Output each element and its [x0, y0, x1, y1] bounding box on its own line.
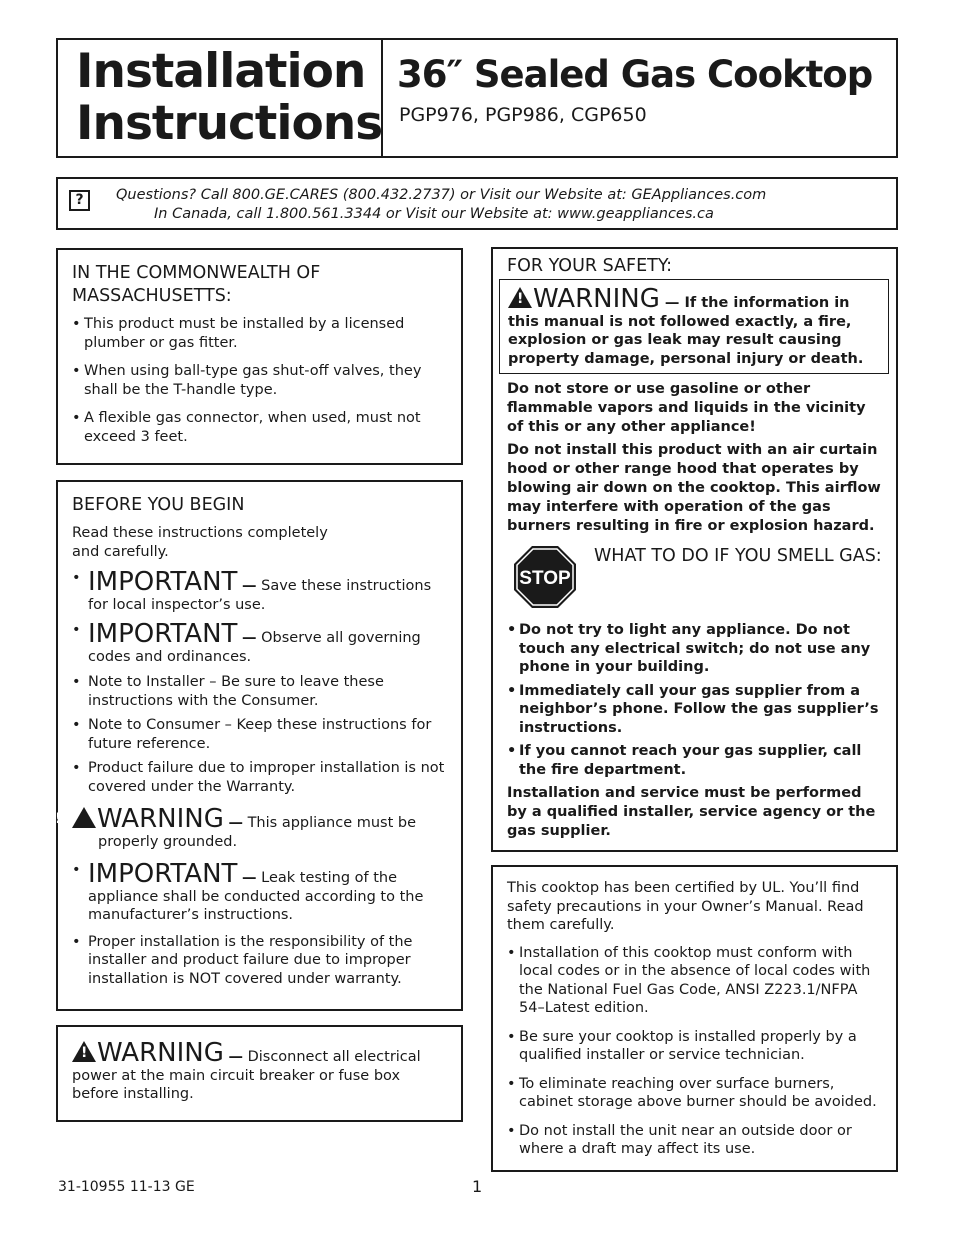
list-item: • Product failure due to improper installation is not covered under the Warranty.	[72, 759, 448, 796]
ul-list	[507, 944, 883, 1159]
important-label: IMPORTANT	[88, 567, 238, 597]
title-line-2: Instructions	[76, 96, 383, 151]
before-you-begin-section	[56, 480, 463, 1011]
warning-icon	[508, 287, 532, 308]
list-item: • Immediately call your gas supplier from a neighbor’s phone. Follow the gas supplier’s instructions.	[507, 682, 887, 738]
document-number: 31-10955 11-13 GE	[58, 1179, 195, 1195]
warning-icon	[72, 807, 96, 828]
list-item: • IMPORTANT — Observe all governing codes and ordinances.	[72, 621, 448, 666]
list-item: • If you cannot reach your gas supplier, call the fire department.	[507, 742, 887, 779]
service-note: Installation and service must be performed by a qualified installer, service agency or the gas supplier.	[507, 785, 876, 839]
list-item: • A flexible gas connector, when used, must not exceed 3 feet.	[72, 409, 442, 446]
list-item: • Be sure your cooktop is installed properly by a qualified installer or service technician.	[507, 1028, 883, 1065]
question-icon: ?	[69, 190, 90, 211]
model-numbers: PGP976, PGP986, CGP650	[399, 104, 647, 126]
stop-sign-icon	[513, 545, 577, 609]
list-item: • Note to Installer – Be sure to leave these instructions with the Consumer.	[72, 673, 448, 710]
grounding-warning: !WARNING — This appliance must be properly grounded.	[72, 806, 448, 851]
list-item: • Do not try to light any appliance. Do not touch any electrical switch; do not use any phone in your building.	[507, 621, 887, 677]
contact-us-line: Questions? Call 800.GE.CARES (800.432.2737) or Visit our Website at: GEAppliances.com	[116, 187, 767, 203]
contact-bar	[56, 177, 898, 230]
list-item: • Proper installation is the responsibility of the installer and product failure due to improper installation is NOT covered under warranty.	[72, 933, 448, 989]
before-intro: Read these instructions completely and carefully.	[72, 525, 328, 560]
warning-icon	[72, 1041, 96, 1062]
list-item: • IMPORTANT — Save these instructions for local inspector’s use.	[72, 569, 448, 614]
massachusetts-heading: IN THE COMMONWEALTH OF MASSACHUSETTS:	[72, 263, 321, 306]
list-item: • Note to Consumer – Keep these instructions for future reference.	[72, 716, 448, 753]
important-label: IMPORTANT	[88, 619, 238, 649]
range-hood-note: Do not install this product with an air curtain hood or other range hood that operates by blowing air down on the cooktop. This airflow may interfere with operation of the gas burners resulting in fire or explosion hazard.	[507, 442, 881, 534]
list-item: • Do not install the unit near an outside door or where a draft may affect its use.	[507, 1122, 883, 1159]
product-panel	[381, 38, 898, 158]
safety-heading: FOR YOUR SAFETY:	[507, 256, 673, 276]
power-warning-section	[56, 1025, 463, 1122]
flammable-note: Do not store or use gasoline or other flammable vapors and liquids in the vicinity of this or any other appliance!	[507, 381, 866, 435]
ul-intro: This cooktop has been certified by UL. You’ll find safety precautions in your Owner’s Manual. Read them carefully.	[507, 880, 864, 933]
list-item: • This product must be installed by a licensed plumber or gas fitter.	[72, 315, 442, 352]
list-item: • IMPORTANT — Leak testing of the appliance shall be conducted according to the manufacturer’s instructions.	[72, 861, 448, 925]
before-list	[72, 569, 448, 796]
before-heading: BEFORE YOU BEGIN	[72, 495, 245, 515]
safety-warning-box	[499, 279, 889, 374]
product-title: 36″ Sealed Gas Cooktop	[397, 53, 873, 96]
document-title	[76, 46, 382, 150]
list-item: • To eliminate reaching over surface burners, cabinet storage above burner should be avoided.	[507, 1075, 883, 1112]
page-number: 1	[472, 1177, 483, 1196]
list-item: • When using ball-type gas shut-off valves, they shall be the T-handle type.	[72, 362, 442, 399]
smell-gas-list	[507, 621, 887, 779]
important-label: IMPORTANT	[88, 859, 238, 889]
list-item: • Installation of this cooktop must conform with local codes or in the absence of local codes with the National Fuel Gas Code, ANSI Z223.1/NFPA 54–Latest edition.	[507, 944, 883, 1018]
ul-certification-section	[491, 865, 898, 1172]
smell-gas-heading: WHAT TO DO IF YOU SMELL GAS:	[594, 546, 882, 566]
title-line-1: Installation	[76, 44, 366, 99]
contact-canada-line: In Canada, call 1.800.561.3344 or Visit our Website at: www.geappliances.ca	[154, 206, 714, 222]
safety-section	[491, 247, 898, 852]
power-warning: !WARNING — Disconnect all electrical power at the main circuit breaker or fuse box before installing.	[72, 1040, 442, 1104]
massachusetts-section	[56, 248, 463, 465]
stop-label: STOP	[519, 568, 571, 589]
safety-warning: !WARNING — If the information in this manual is not followed exactly, a fire, explosion or gas leak may result causing property damage, personal injury or death.	[508, 286, 884, 368]
before-list-2	[72, 861, 448, 988]
massachusetts-list	[72, 315, 442, 446]
title-panel	[56, 38, 383, 158]
